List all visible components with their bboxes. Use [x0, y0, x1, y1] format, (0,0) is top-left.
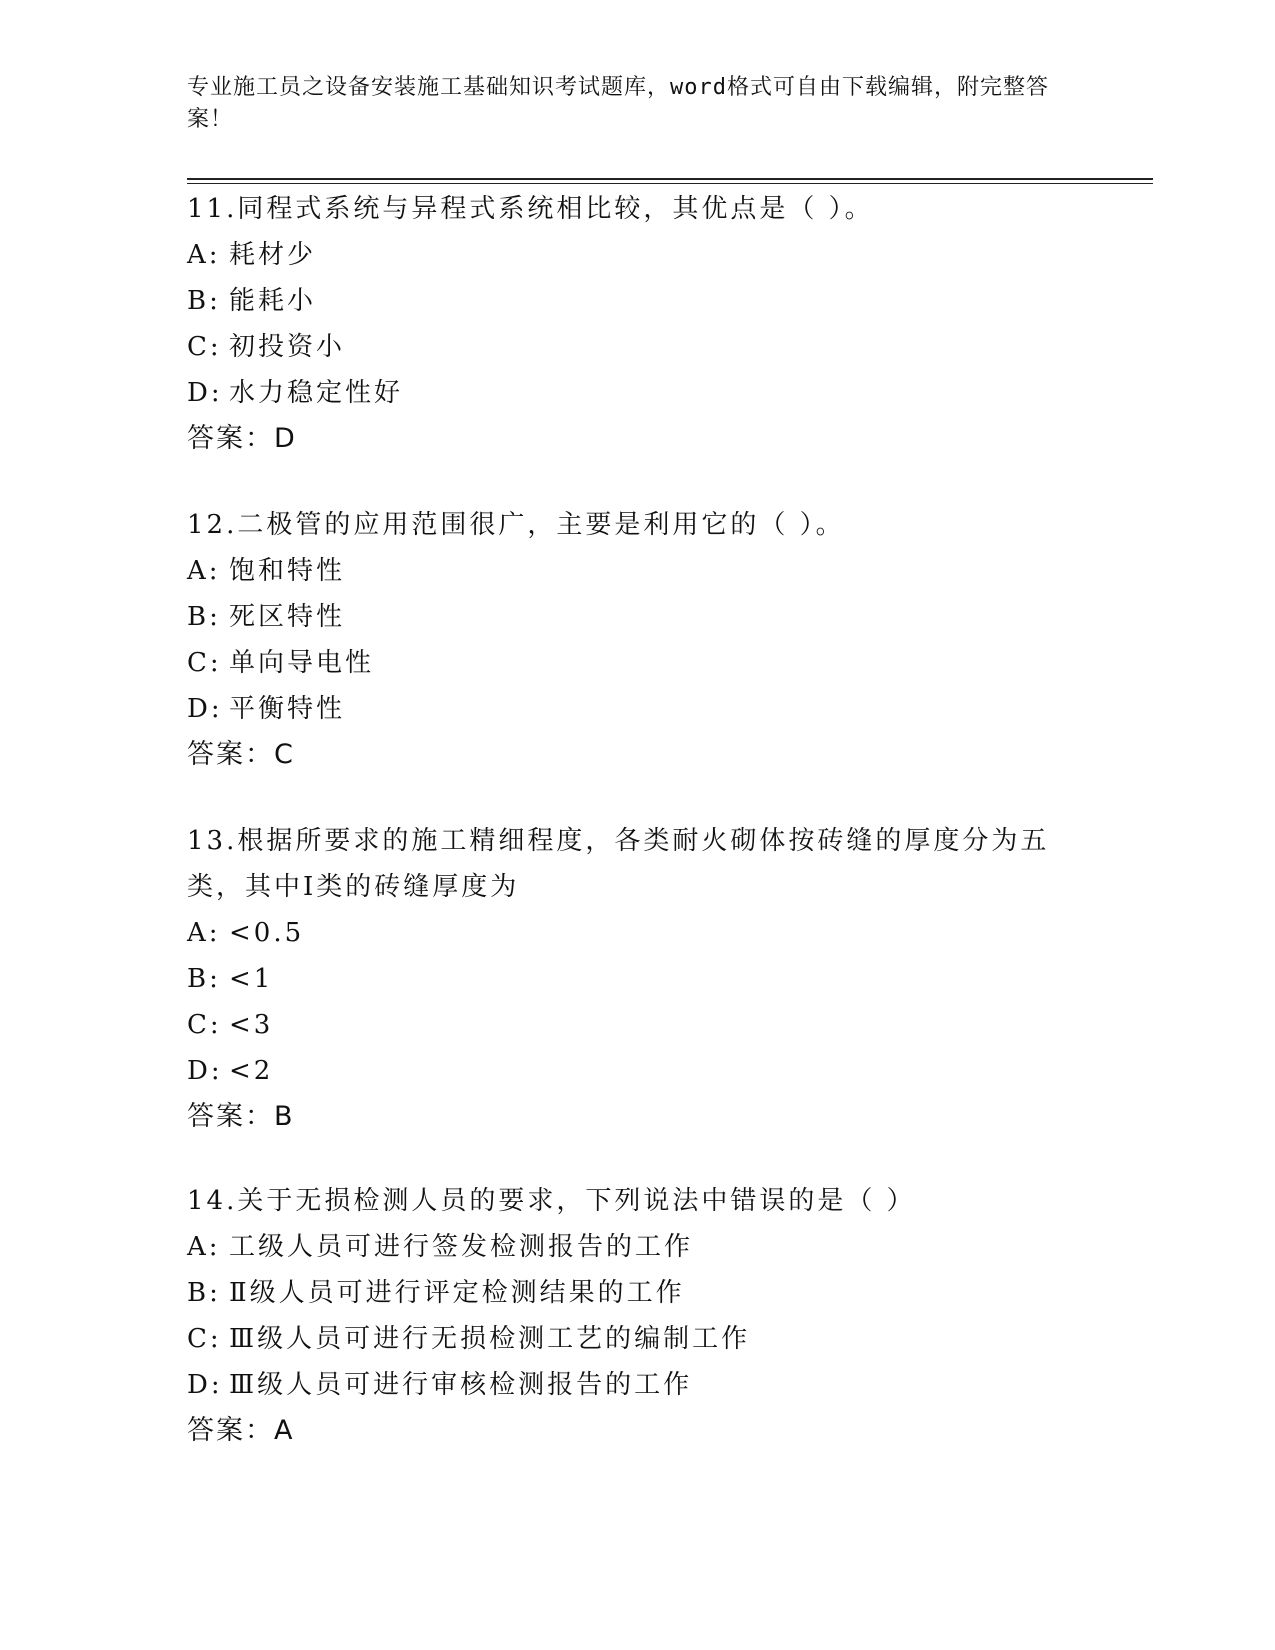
option-key: C:	[187, 648, 222, 678]
option-text: <1	[229, 964, 274, 994]
option-text: 工级人员可进行签发检测报告的工作	[229, 1232, 694, 1262]
question-11	[187, 186, 1087, 462]
option-key: B:	[187, 286, 221, 316]
option-text: 能耗小	[229, 286, 317, 316]
option-key: B:	[187, 1278, 221, 1308]
option-key: A:	[187, 240, 221, 270]
answer-line: 答案：B	[187, 1101, 295, 1132]
option-text: Ⅲ级人员可进行审核检测报告的工作	[229, 1370, 693, 1400]
question-14	[187, 1178, 1087, 1454]
option-key: A:	[187, 1232, 221, 1262]
question-13	[187, 818, 1067, 1140]
option-a	[187, 1224, 1087, 1270]
option-key: B:	[187, 964, 221, 994]
option-key: A:	[187, 918, 221, 948]
option-key: B:	[187, 602, 221, 632]
option-b	[187, 594, 1087, 640]
option-key: C:	[187, 1324, 222, 1354]
option-key: C:	[187, 332, 222, 362]
option-key: D:	[187, 1056, 223, 1086]
option-d	[187, 370, 1087, 416]
option-text: 单向导电性	[229, 648, 375, 678]
option-b	[187, 956, 1067, 1002]
question-stem: 13.根据所要求的施工精细程度，各类耐火砌体按砖缝的厚度分为五类，其中Ⅰ类的砖缝厚度为	[187, 826, 1050, 902]
question-stem: 12.二极管的应用范围很广，主要是利用它的（ ）。	[187, 510, 845, 540]
option-a	[187, 548, 1087, 594]
option-text: <2	[229, 1056, 274, 1086]
question-12	[187, 502, 1087, 778]
option-d	[187, 1362, 1087, 1408]
option-text: 耗材少	[229, 240, 317, 270]
header-divider-thick	[187, 178, 1153, 180]
option-c	[187, 1002, 1067, 1048]
option-c	[187, 640, 1087, 686]
option-d	[187, 1048, 1067, 1094]
option-text: 初投资小	[229, 332, 346, 362]
answer-line: 答案：A	[187, 1415, 295, 1446]
header-divider-thin	[187, 183, 1153, 184]
option-text: 饱和特性	[229, 556, 346, 586]
question-stem: 11.同程式系统与异程式系统相比较，其优点是（ ）。	[187, 194, 874, 224]
option-text: 平衡特性	[229, 694, 346, 724]
option-text: Ⅲ级人员可进行无损检测工艺的编制工作	[229, 1324, 751, 1354]
option-text: <3	[229, 1010, 274, 1040]
option-a	[187, 232, 1087, 278]
option-a	[187, 910, 1067, 956]
option-text: <0.5	[229, 918, 305, 948]
option-b	[187, 278, 1087, 324]
answer-line: 答案：D	[187, 423, 297, 454]
option-key: D:	[187, 1370, 223, 1400]
option-text: 水力稳定性好	[229, 378, 404, 408]
option-text: Ⅱ级人员可进行评定检测结果的工作	[229, 1278, 685, 1308]
option-key: D:	[187, 378, 223, 408]
document-header-note: 专业施工员之设备安装施工基础知识考试题库，word格式可自由下载编辑，附完整答案！	[187, 75, 1049, 132]
option-text: 死区特性	[229, 602, 346, 632]
option-b	[187, 1270, 1087, 1316]
option-c	[187, 324, 1087, 370]
question-stem: 14.关于无损检测人员的要求，下列说法中错误的是（ ）	[187, 1186, 916, 1216]
option-key: D:	[187, 694, 223, 724]
option-c	[187, 1316, 1087, 1362]
option-d	[187, 686, 1087, 732]
option-key: C:	[187, 1010, 222, 1040]
answer-line: 答案：C	[187, 739, 295, 770]
option-key: A:	[187, 556, 221, 586]
